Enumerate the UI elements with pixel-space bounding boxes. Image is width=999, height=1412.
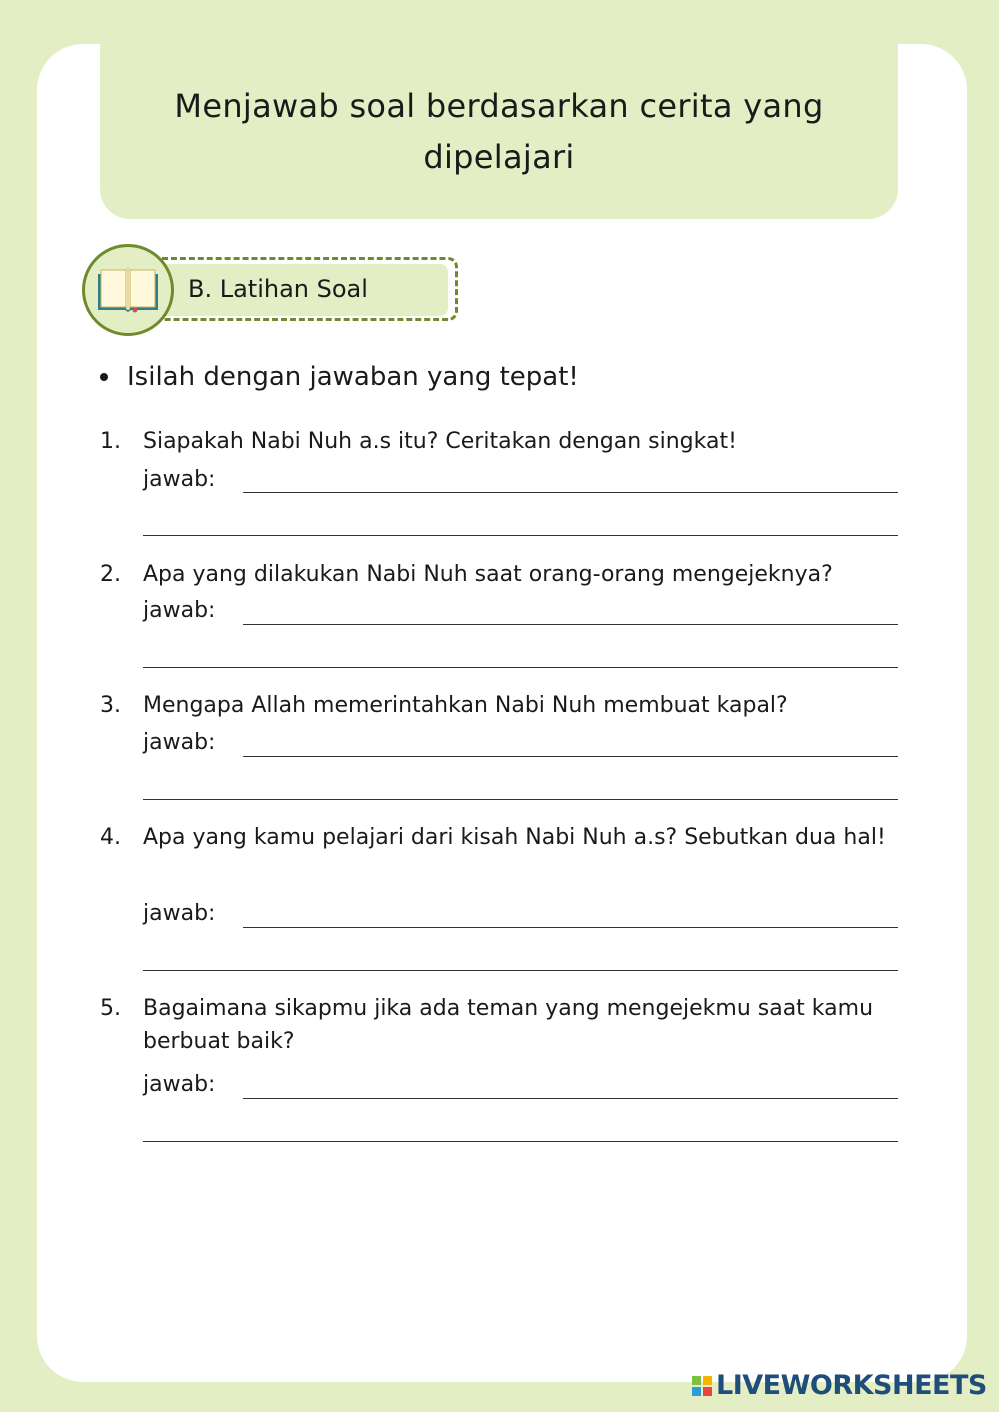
open-book-icon xyxy=(95,264,161,316)
answer-line-1[interactable] xyxy=(243,756,898,757)
question-number: 2. xyxy=(100,562,121,587)
question-text: Apa yang kamu pelajari dari kisah Nabi Nuh a.s? Sebutkan dua hal! xyxy=(143,825,886,850)
worksheet-header xyxy=(100,44,898,219)
answer-line-1[interactable] xyxy=(243,1098,898,1099)
question-number: 3. xyxy=(100,693,121,718)
page-title: Menjawab soal berdasarkan cerita yang dipelajari xyxy=(174,86,824,176)
answer-label: jawab: xyxy=(143,467,216,492)
question-text: Apa yang dilakukan Nabi Nuh saat orang-orang mengejeknya? xyxy=(143,562,833,587)
logo-text: LIVEWORKSHEETS xyxy=(716,1370,987,1401)
liveworksheets-logo[interactable] xyxy=(692,1370,987,1401)
badge-circle xyxy=(82,244,174,336)
answer-line-2[interactable] xyxy=(143,1141,898,1142)
answer-line-2[interactable] xyxy=(143,799,898,800)
instruction-text: Isilah dengan jawaban yang tepat! xyxy=(127,362,579,392)
instruction xyxy=(100,358,579,396)
question-text: Mengapa Allah memerintahkan Nabi Nuh membuat kapal? xyxy=(143,693,788,718)
answer-label: jawab: xyxy=(143,1072,216,1097)
answer-label: jawab: xyxy=(143,901,216,926)
logo-grid-icon xyxy=(692,1376,712,1396)
question-number: 5. xyxy=(100,996,121,1021)
section-label: B. Latihan Soal xyxy=(188,275,368,303)
bullet-icon xyxy=(100,373,108,381)
answer-line-1[interactable] xyxy=(243,927,898,928)
answer-line-2[interactable] xyxy=(143,535,898,536)
answer-line-2[interactable] xyxy=(143,970,898,971)
question-number: 4. xyxy=(100,825,121,850)
answer-line-2[interactable] xyxy=(143,667,898,668)
answer-label: jawab: xyxy=(143,730,216,755)
question-text: Bagaimana sikapmu jika ada teman yang mengejekmu saat kamu berbuat baik? xyxy=(143,996,874,1054)
answer-line-1[interactable] xyxy=(243,492,898,493)
question-text: Siapakah Nabi Nuh a.s itu? Ceritakan dengan singkat! xyxy=(143,429,737,454)
answer-line-1[interactable] xyxy=(243,624,898,625)
section-badge xyxy=(82,244,462,336)
question-number: 1. xyxy=(100,429,121,454)
answer-label: jawab: xyxy=(143,598,216,623)
